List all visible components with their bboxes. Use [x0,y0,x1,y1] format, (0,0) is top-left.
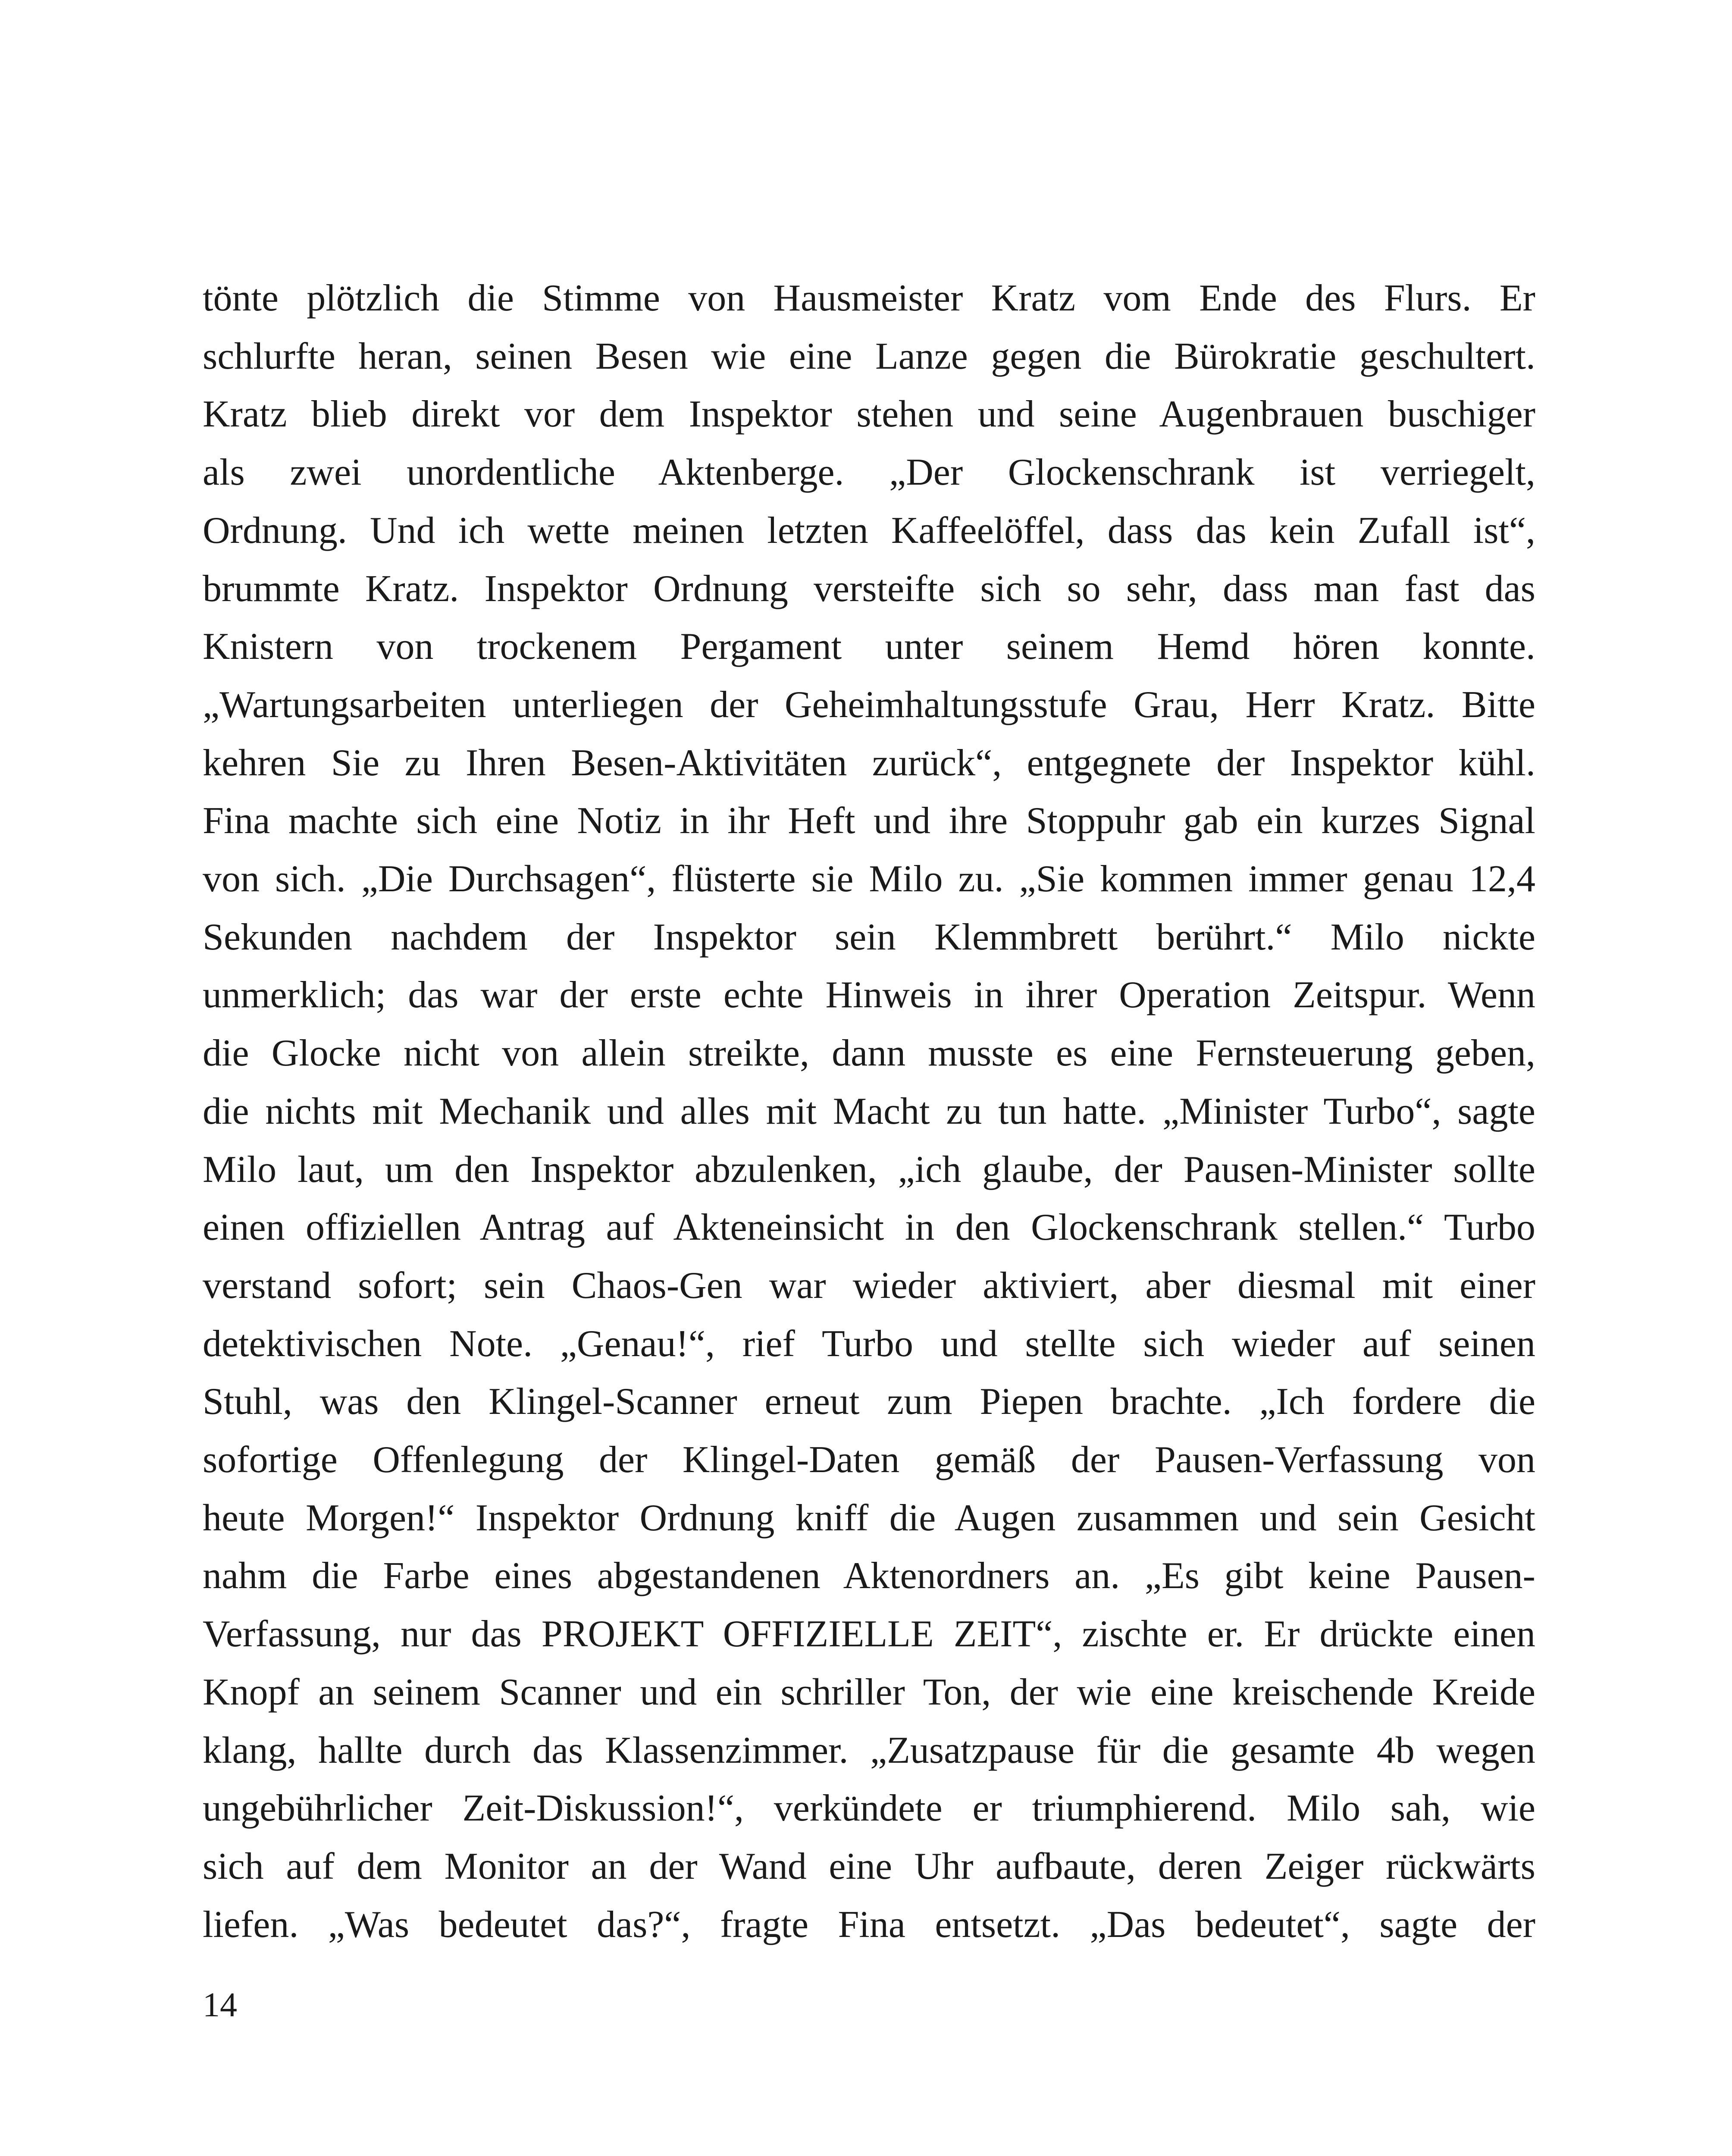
text-line: Stuhl, was den Klingel-Scanner erneut zum Piepen brachte. „Ich fordere die [203,1381,1535,1423]
text-line: als zwei unordentliche Aktenberge. „Der Glockenschrank ist verriegelt, [203,451,1535,494]
text-line: Kratz blieb direkt vor dem Inspektor stehen und seine Augenbrauen buschiger [203,393,1535,436]
text-line: verstand sofort; sein Chaos-Gen war wieder aktiviert, aber diesmal mit einer [203,1264,1535,1307]
text-line: unmerklich; das war der erste echte Hinweis in ihrer Operation Zeitspur. Wenn [203,974,1535,1016]
text-line: tönte plötzlich die Stimme von Hausmeister Kratz vom Ende des Flurs. Er [203,277,1535,319]
text-line: heute Morgen!“ Inspektor Ordnung kniff die Augen zusammen und sein Gesicht [203,1497,1535,1539]
text-line: sich auf dem Monitor an der Wand eine Uhr aufbaute, deren Zeiger rückwärts [203,1845,1535,1887]
text-line: Knistern von trockenem Pergament unter seinem Hemd hören konnte. [203,626,1535,668]
text-line: detektivischen Note. „Genau!“, rief Turbo und stellte sich wieder auf seinen [203,1322,1535,1365]
text-line: nahm die Farbe eines abgestandenen Aktenordners an. „Es gibt keine Pausen- [203,1555,1535,1597]
text-line: ungebührlicher Zeit-Diskussion!“, verkündete er triumphierend. Milo sah, wie [203,1787,1535,1830]
text-line: Milo laut, um den Inspektor abzulenken, „ich glaube, der Pausen-Minister sollte [203,1148,1535,1191]
text-line: kehren Sie zu Ihren Besen-Aktivitäten zurück“, entgegnete der Inspektor kühl. [203,742,1535,784]
text-line: schlurfte heran, seinen Besen wie eine Lanze gegen die Bürokratie geschultert. [203,335,1535,377]
text-line: „Wartungsarbeiten unterliegen der Geheimhaltungsstufe Grau, Herr Kratz. Bitte [203,683,1535,726]
text-line: klang, hallte durch das Klassenzimmer. „Zusatzpause für die gesamte 4b wegen [203,1729,1535,1771]
text-line: die nichts mit Mechanik und alles mit Macht zu tun hatte. „Minister Turbo“, sagte [203,1090,1535,1132]
text-line: brummte Kratz. Inspektor Ordnung versteifte sich so sehr, dass man fast das [203,567,1535,610]
text-line: liefen. „Was bedeutet das?“, fragte Fina entsetzt. „Das bedeutet“, sagte der [203,1903,1535,1946]
text-line: die Glocke nicht von allein streikte, dann musste es eine Fernsteuerung geben, [203,1032,1535,1075]
body-text [203,270,1535,1954]
text-line: Sekunden nachdem der Inspektor sein Klemmbrett berührt.“ Milo nickte [203,916,1535,958]
text-line: Knopf an seinem Scanner und ein schriller Ton, der wie eine kreischende Kreide [203,1671,1535,1713]
text-line: Ordnung. Und ich wette meinen letzten Kaffeelöffel, dass das kein Zufall ist“, [203,509,1535,552]
text-line: Verfassung, nur das PROJEKT OFFIZIELLE ZEIT“, zischte er. Er drückte einen [203,1613,1535,1655]
text-line: von sich. „Die Durchsagen“, flüsterte sie Milo zu. „Sie kommen immer genau 12,4 [203,858,1535,900]
page-number: 14 [203,1986,237,2024]
text-line: Fina machte sich eine Notiz in ihr Heft und ihre Stoppuhr gab ein kurzes Signal [203,800,1535,842]
text-line: sofortige Offenlegung der Klingel-Daten gemäß der Pausen-Verfassung von [203,1439,1535,1481]
text-line: einen offiziellen Antrag auf Akteneinsicht in den Glockenschrank stellen.“ Turbo [203,1206,1535,1249]
